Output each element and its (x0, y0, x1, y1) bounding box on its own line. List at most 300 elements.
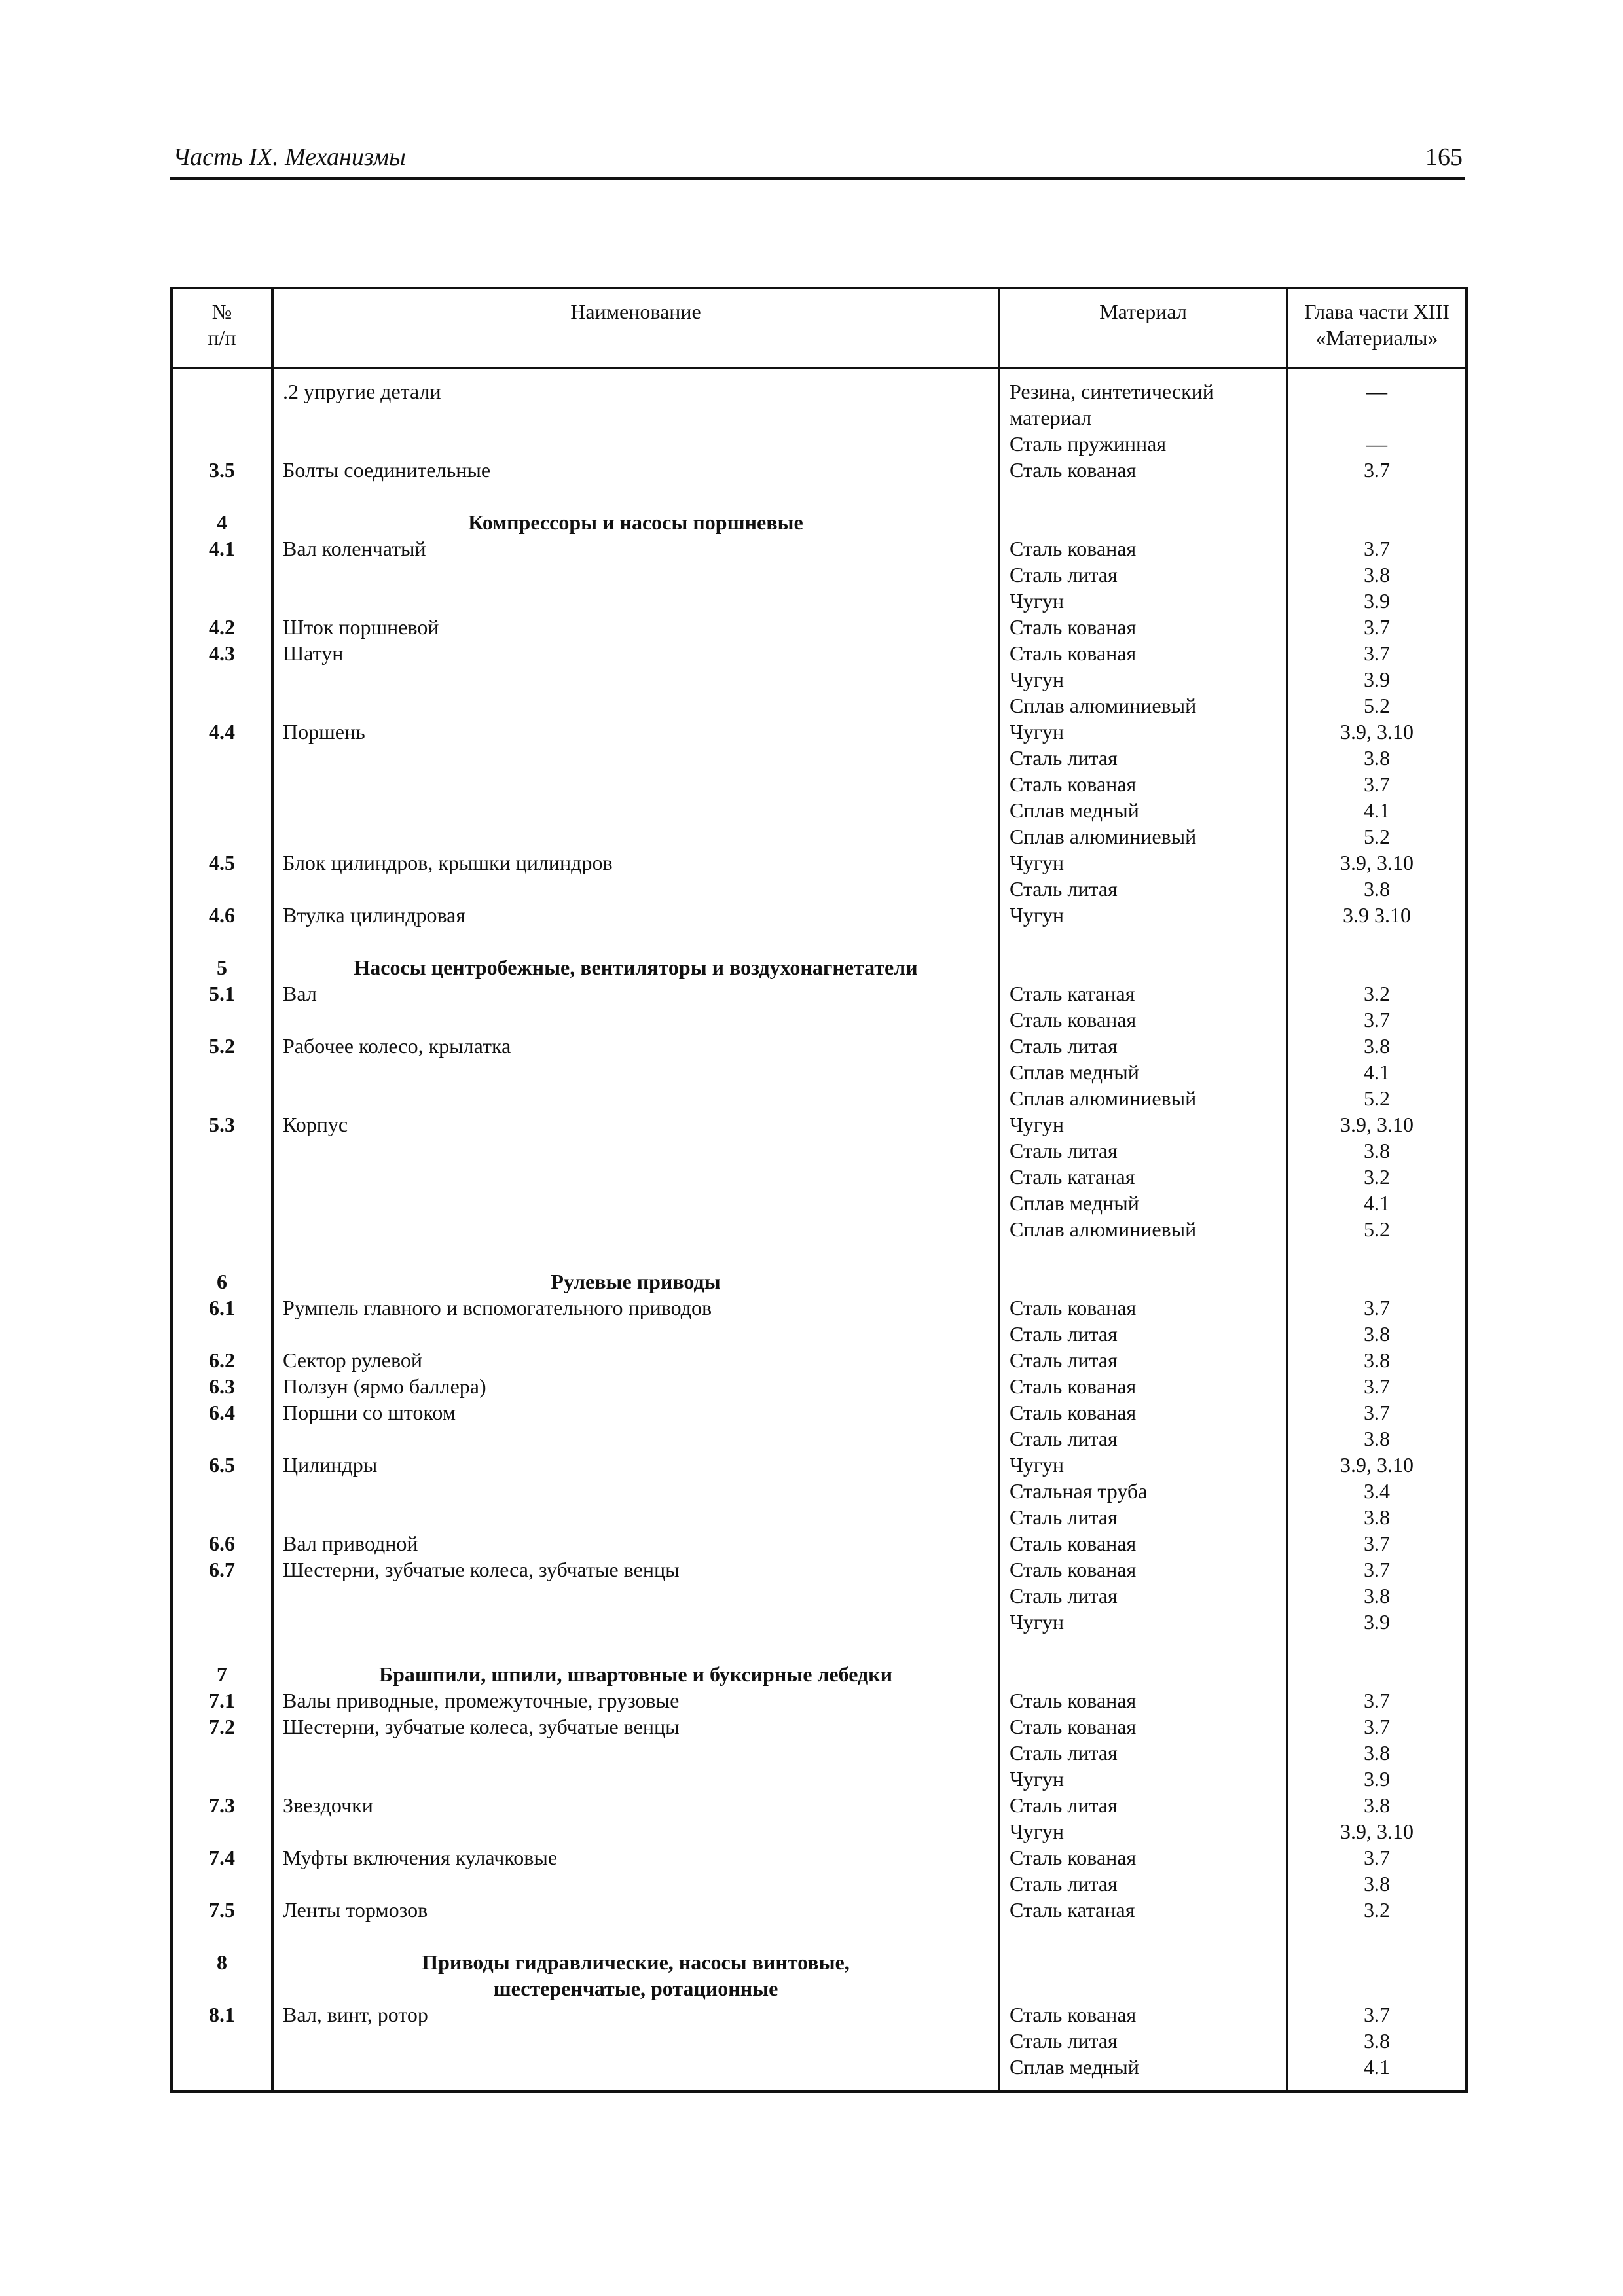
row-chapter-cell: 3.7 (1287, 2001, 1467, 2028)
row-number-cell (172, 1766, 272, 1792)
row-number-cell (172, 797, 272, 823)
row-material-cell: Сталь катаная (999, 980, 1287, 1007)
row-name-cell: Поршни со штоком (272, 1399, 999, 1426)
table-row (172, 1609, 1467, 1635)
row-name-cell: Румпель главного и вспомогательного приводов (272, 1295, 999, 1321)
row-material-cell (999, 483, 1287, 509)
table-row (172, 1085, 1467, 1111)
row-name-cell: Насосы центробежные, вентиляторы и воздухонагнетатели (272, 954, 999, 980)
row-number-cell (172, 1871, 272, 1897)
row-name-cell (272, 1138, 999, 1164)
row-number-cell (172, 2028, 272, 2054)
table-row (172, 1399, 1467, 1426)
row-name-cell (272, 1923, 999, 1949)
row-name-cell: Рулевые приводы (272, 1268, 999, 1295)
table-row (172, 745, 1467, 771)
row-number-cell (172, 692, 272, 719)
row-number-cell: 6 (172, 1268, 272, 1295)
row-material-cell (999, 928, 1287, 954)
row-material-cell: Сплав медный (999, 2054, 1287, 2092)
row-chapter-cell (1287, 1661, 1467, 1687)
row-name-cell (272, 1085, 999, 1111)
row-name-cell: Вал приводной (272, 1530, 999, 1556)
row-name-cell (272, 1609, 999, 1635)
row-material-cell: Сталь литая (999, 1426, 1287, 1452)
row-number-cell: 7.5 (172, 1897, 272, 1923)
row-material-cell (999, 1975, 1287, 2001)
row-chapter-cell: 3.7 (1287, 640, 1467, 666)
row-name-cell (272, 1164, 999, 1190)
row-number-cell: 4.3 (172, 640, 272, 666)
row-name-cell: Вал (272, 980, 999, 1007)
row-number-cell: 6.3 (172, 1373, 272, 1399)
row-name-cell: Звездочки (272, 1792, 999, 1818)
table-row (172, 1452, 1467, 1478)
row-number-cell (172, 1583, 272, 1609)
row-number-cell: 5.2 (172, 1033, 272, 1059)
table-row (172, 1007, 1467, 1033)
row-name-cell: Валы приводные, промежуточные, грузовые (272, 1687, 999, 1713)
row-number-cell (172, 745, 272, 771)
row-material-cell: Сталь кованая (999, 1530, 1287, 1556)
row-material-cell: Резина, синтетический (999, 368, 1287, 404)
row-name-cell: Вал коленчатый (272, 535, 999, 562)
row-number-cell: 3.5 (172, 457, 272, 483)
column-header-line: Наименование (570, 300, 701, 323)
row-number-cell: 6.2 (172, 1347, 272, 1373)
row-material-cell: Сталь кованая (999, 1373, 1287, 1399)
row-name-cell: Муфты включения кулачковые (272, 1844, 999, 1871)
table-row (172, 431, 1467, 457)
row-material-cell: Сталь литая (999, 1504, 1287, 1530)
row-name-cell: Приводы гидравлические, насосы винтовые, (272, 1949, 999, 1975)
row-chapter-cell: 3.7 (1287, 535, 1467, 562)
row-material-cell: Чугун (999, 1766, 1287, 1792)
row-chapter-cell: — (1287, 431, 1467, 457)
row-number-cell (172, 483, 272, 509)
column-header-chapter (1287, 288, 1467, 368)
table-row (172, 1164, 1467, 1190)
row-number-cell (172, 562, 272, 588)
row-number-cell: 8.1 (172, 2001, 272, 2028)
row-material-cell: Сталь литая (999, 1740, 1287, 1766)
table-row (172, 1635, 1467, 1661)
row-material-cell (999, 954, 1287, 980)
row-number-cell: 6.4 (172, 1399, 272, 1426)
row-number-cell: 6.6 (172, 1530, 272, 1556)
row-chapter-cell: 3.8 (1287, 1321, 1467, 1347)
row-name-cell: Шток поршневой (272, 614, 999, 640)
table-row (172, 1713, 1467, 1740)
row-chapter-cell: 5.2 (1287, 692, 1467, 719)
row-chapter-cell (1287, 1268, 1467, 1295)
column-header-line: Материал (1099, 300, 1187, 323)
table-row (172, 1687, 1467, 1713)
row-number-cell: 6.7 (172, 1556, 272, 1583)
table-row (172, 1923, 1467, 1949)
row-number-cell: 7.3 (172, 1792, 272, 1818)
table-row (172, 876, 1467, 902)
row-material-cell: Сталь кованая (999, 1713, 1287, 1740)
row-name-cell: Шестерни, зубчатые колеса, зубчатые венцы (272, 1556, 999, 1583)
row-chapter-cell: 3.7 (1287, 1530, 1467, 1556)
row-chapter-cell (1287, 1635, 1467, 1661)
row-name-cell (272, 1059, 999, 1085)
row-chapter-cell: 3.7 (1287, 1844, 1467, 1871)
row-material-cell: Сталь кованая (999, 1399, 1287, 1426)
row-material-cell: материал (999, 404, 1287, 431)
row-material-cell: Сталь кованая (999, 1687, 1287, 1713)
row-name-cell: .2 упругие детали (272, 368, 999, 404)
row-material-cell: Сталь катаная (999, 1897, 1287, 1923)
row-number-cell: 6.5 (172, 1452, 272, 1478)
table-row (172, 1295, 1467, 1321)
section-row (172, 509, 1467, 535)
column-header-material (999, 288, 1287, 368)
row-number-cell (172, 1321, 272, 1347)
table-row (172, 1740, 1467, 1766)
row-name-cell: Шестерни, зубчатые колеса, зубчатые венцы (272, 1713, 999, 1740)
row-chapter-cell: 3.7 (1287, 457, 1467, 483)
table-row (172, 457, 1467, 483)
row-name-cell (272, 666, 999, 692)
row-name-cell (272, 1007, 999, 1033)
row-material-cell: Чугун (999, 1111, 1287, 1138)
table-row (172, 692, 1467, 719)
row-chapter-cell (1287, 483, 1467, 509)
row-material-cell: Чугун (999, 719, 1287, 745)
row-material-cell: Сталь литая (999, 1583, 1287, 1609)
row-number-cell (172, 1007, 272, 1033)
row-material-cell: Сплав алюминиевый (999, 1085, 1287, 1111)
row-material-cell (999, 1268, 1287, 1295)
row-chapter-cell: 3.7 (1287, 614, 1467, 640)
row-chapter-cell: 3.7 (1287, 1295, 1467, 1321)
row-chapter-cell: 3.8 (1287, 1740, 1467, 1766)
row-name-cell (272, 1242, 999, 1268)
row-material-cell: Сталь литая (999, 1138, 1287, 1164)
row-name-cell (272, 562, 999, 588)
row-number-cell (172, 1426, 272, 1452)
row-number-cell (172, 2054, 272, 2092)
row-material-cell: Сталь кованая (999, 1556, 1287, 1583)
row-material-cell: Сталь литая (999, 1321, 1287, 1347)
row-number-cell: 5.1 (172, 980, 272, 1007)
row-name-cell (272, 823, 999, 850)
table-row (172, 797, 1467, 823)
row-chapter-cell: 5.2 (1287, 1085, 1467, 1111)
row-number-cell (172, 1740, 272, 1766)
row-chapter-cell: 3.9, 3.10 (1287, 850, 1467, 876)
row-name-cell (272, 2054, 999, 2092)
row-number-cell (172, 1923, 272, 1949)
table-row (172, 588, 1467, 614)
row-number-cell (172, 1504, 272, 1530)
row-chapter-cell: 4.1 (1287, 797, 1467, 823)
row-material-cell (999, 1242, 1287, 1268)
row-name-cell: Рабочее колесо, крылатка (272, 1033, 999, 1059)
row-name-cell (272, 1478, 999, 1504)
row-chapter-cell: 3.4 (1287, 1478, 1467, 1504)
row-number-cell (172, 588, 272, 614)
table-row (172, 771, 1467, 797)
section-row (172, 954, 1467, 980)
row-name-cell (272, 1818, 999, 1844)
row-material-cell: Чугун (999, 902, 1287, 928)
row-chapter-cell: 5.2 (1287, 823, 1467, 850)
table-row (172, 719, 1467, 745)
row-chapter-cell: 3.9, 3.10 (1287, 1818, 1467, 1844)
table-row (172, 1347, 1467, 1373)
row-chapter-cell: 3.7 (1287, 771, 1467, 797)
row-number-cell (172, 1242, 272, 1268)
row-material-cell: Сталь катаная (999, 1164, 1287, 1190)
row-chapter-cell: 3.8 (1287, 1583, 1467, 1609)
row-number-cell (172, 1975, 272, 2001)
row-chapter-cell: 3.9, 3.10 (1287, 1452, 1467, 1478)
row-name-cell: Цилиндры (272, 1452, 999, 1478)
row-name-cell (272, 1635, 999, 1661)
row-number-cell (172, 1818, 272, 1844)
row-chapter-cell: 3.8 (1287, 1504, 1467, 1530)
row-chapter-cell: 3.2 (1287, 1164, 1467, 1190)
row-material-cell: Сталь кованая (999, 457, 1287, 483)
row-number-cell (172, 1059, 272, 1085)
row-name-cell (272, 1766, 999, 1792)
table-row (172, 483, 1467, 509)
table-body (172, 368, 1467, 2092)
row-material-cell: Чугун (999, 1818, 1287, 1844)
table-row (172, 614, 1467, 640)
row-name-cell: Ленты тормозов (272, 1897, 999, 1923)
row-name-cell (272, 797, 999, 823)
table-row (172, 1792, 1467, 1818)
row-name-cell (272, 1426, 999, 1452)
row-material-cell: Сталь кованая (999, 771, 1287, 797)
row-number-cell: 4 (172, 509, 272, 535)
row-number-cell (172, 1478, 272, 1504)
row-material-cell: Чугун (999, 666, 1287, 692)
row-chapter-cell (1287, 509, 1467, 535)
row-material-cell: Сталь литая (999, 876, 1287, 902)
row-name-cell: шестеренчатые, ротационные (272, 1975, 999, 2001)
row-material-cell: Сталь литая (999, 562, 1287, 588)
table-row (172, 1216, 1467, 1242)
row-chapter-cell: 3.7 (1287, 1713, 1467, 1740)
table-row (172, 1766, 1467, 1792)
table-header (172, 288, 1467, 368)
row-number-cell: 7 (172, 1661, 272, 1687)
row-material-cell (999, 1635, 1287, 1661)
row-chapter-cell: 3.7 (1287, 1373, 1467, 1399)
row-chapter-cell: 4.1 (1287, 2054, 1467, 2092)
row-name-cell (272, 1321, 999, 1347)
table-row (172, 1583, 1467, 1609)
row-material-cell: Стальная труба (999, 1478, 1287, 1504)
table-row (172, 1111, 1467, 1138)
row-chapter-cell: 4.1 (1287, 1190, 1467, 1216)
row-chapter-cell: 3.9 (1287, 1609, 1467, 1635)
row-material-cell: Сплав алюминиевый (999, 823, 1287, 850)
row-number-cell (172, 928, 272, 954)
table-row (172, 1059, 1467, 1085)
row-chapter-cell (1287, 954, 1467, 980)
row-material-cell: Сталь кованая (999, 1844, 1287, 1871)
row-chapter-cell (1287, 404, 1467, 431)
table-row (172, 1033, 1467, 1059)
row-number-cell (172, 1635, 272, 1661)
row-name-cell: Корпус (272, 1111, 999, 1138)
row-number-cell (172, 1164, 272, 1190)
row-material-cell (999, 1923, 1287, 1949)
column-header-line: Глава части XIII (1304, 300, 1450, 323)
row-chapter-cell: 3.2 (1287, 1897, 1467, 1923)
table-row (172, 535, 1467, 562)
row-number-cell: 7.2 (172, 1713, 272, 1740)
table-row (172, 1897, 1467, 1923)
row-name-cell (272, 1216, 999, 1242)
row-name-cell (272, 1504, 999, 1530)
row-material-cell: Сплав алюминиевый (999, 692, 1287, 719)
table-row (172, 850, 1467, 876)
table-row (172, 2001, 1467, 2028)
table-row (172, 368, 1467, 404)
row-material-cell: Сталь кованая (999, 1007, 1287, 1033)
table-row (172, 666, 1467, 692)
row-material-cell: Сталь литая (999, 1871, 1287, 1897)
row-chapter-cell: 3.7 (1287, 1556, 1467, 1583)
row-name-cell: Ползун (ярмо баллера) (272, 1373, 999, 1399)
table-row (172, 902, 1467, 928)
row-chapter-cell (1287, 1949, 1467, 1975)
row-chapter-cell: 3.8 (1287, 1426, 1467, 1452)
row-material-cell: Сталь литая (999, 1033, 1287, 1059)
row-material-cell: Сплав алюминиевый (999, 1216, 1287, 1242)
row-material-cell (999, 1661, 1287, 1687)
row-material-cell: Сплав медный (999, 1190, 1287, 1216)
row-chapter-cell: 3.2 (1287, 980, 1467, 1007)
row-name-cell (272, 928, 999, 954)
row-name-cell: Поршень (272, 719, 999, 745)
row-name-cell (272, 404, 999, 431)
section-row (172, 1949, 1467, 1975)
row-material-cell: Сталь литая (999, 745, 1287, 771)
row-name-cell (272, 2028, 999, 2054)
row-chapter-cell: 3.8 (1287, 745, 1467, 771)
page-number: 165 (1425, 143, 1463, 171)
section-row (172, 1661, 1467, 1687)
page-header (170, 140, 1465, 180)
table-row (172, 1478, 1467, 1504)
column-header-name (272, 288, 999, 368)
row-name-cell: Компрессоры и насосы поршневые (272, 509, 999, 535)
row-chapter-cell: — (1287, 368, 1467, 404)
row-name-cell (272, 588, 999, 614)
row-number-cell (172, 1190, 272, 1216)
row-chapter-cell: 3.8 (1287, 1792, 1467, 1818)
table-row (172, 1844, 1467, 1871)
row-number-cell (172, 1085, 272, 1111)
row-material-cell (999, 1949, 1287, 1975)
section-row (172, 1268, 1467, 1295)
row-name-cell (272, 1583, 999, 1609)
row-name-cell: Вал, винт, ротор (272, 2001, 999, 2028)
row-chapter-cell: 4.1 (1287, 1059, 1467, 1085)
row-number-cell: 4.2 (172, 614, 272, 640)
row-name-cell: Болты соединительные (272, 457, 999, 483)
row-name-cell: Шатун (272, 640, 999, 666)
row-name-cell (272, 745, 999, 771)
row-chapter-cell: 3.8 (1287, 1347, 1467, 1373)
row-material-cell: Сталь кованая (999, 1295, 1287, 1321)
row-number-cell (172, 1609, 272, 1635)
row-name-cell (272, 1871, 999, 1897)
table-row (172, 980, 1467, 1007)
table-row (172, 1530, 1467, 1556)
row-name-cell (272, 431, 999, 457)
row-chapter-cell: 3.8 (1287, 562, 1467, 588)
row-material-cell: Чугун (999, 1452, 1287, 1478)
table-row (172, 823, 1467, 850)
row-number-cell (172, 1138, 272, 1164)
row-material-cell: Сплав медный (999, 797, 1287, 823)
table-row (172, 1426, 1467, 1452)
row-number-cell (172, 404, 272, 431)
row-number-cell: 7.1 (172, 1687, 272, 1713)
row-number-cell: 8 (172, 1949, 272, 1975)
row-chapter-cell: 3.9, 3.10 (1287, 1111, 1467, 1138)
table-row (172, 562, 1467, 588)
row-chapter-cell (1287, 1242, 1467, 1268)
row-material-cell: Сталь литая (999, 1347, 1287, 1373)
row-number-cell: 5.3 (172, 1111, 272, 1138)
row-number-cell (172, 431, 272, 457)
table-row (172, 404, 1467, 431)
table-row (172, 1321, 1467, 1347)
materials-table (170, 287, 1468, 2093)
column-header-number (172, 288, 272, 368)
row-number-cell: 4.5 (172, 850, 272, 876)
row-number-cell (172, 771, 272, 797)
row-chapter-cell: 3.9 3.10 (1287, 902, 1467, 928)
row-chapter-cell (1287, 1975, 1467, 2001)
header-title: Часть IX. Механизмы (173, 143, 406, 171)
row-chapter-cell: 3.7 (1287, 1007, 1467, 1033)
row-material-cell: Сталь кованая (999, 2001, 1287, 2028)
row-material-cell: Сталь кованая (999, 614, 1287, 640)
row-number-cell: 4.4 (172, 719, 272, 745)
column-header-line: № (211, 300, 232, 323)
row-chapter-cell: 3.8 (1287, 1033, 1467, 1059)
row-material-cell: Чугун (999, 850, 1287, 876)
row-chapter-cell: 3.8 (1287, 1871, 1467, 1897)
row-material-cell: Сталь литая (999, 2028, 1287, 2054)
row-chapter-cell: 3.9 (1287, 666, 1467, 692)
row-number-cell: 4.1 (172, 535, 272, 562)
row-name-cell (272, 1740, 999, 1766)
row-name-cell (272, 771, 999, 797)
row-material-cell: Сплав медный (999, 1059, 1287, 1085)
row-material-cell: Сталь кованая (999, 535, 1287, 562)
column-header-line: п/п (208, 326, 236, 350)
row-name-cell (272, 1190, 999, 1216)
row-material-cell (999, 509, 1287, 535)
row-number-cell: 6.1 (172, 1295, 272, 1321)
row-name-cell (272, 483, 999, 509)
row-material-cell: Сталь литая (999, 1792, 1287, 1818)
row-name-cell (272, 692, 999, 719)
row-number-cell: 7.4 (172, 1844, 272, 1871)
